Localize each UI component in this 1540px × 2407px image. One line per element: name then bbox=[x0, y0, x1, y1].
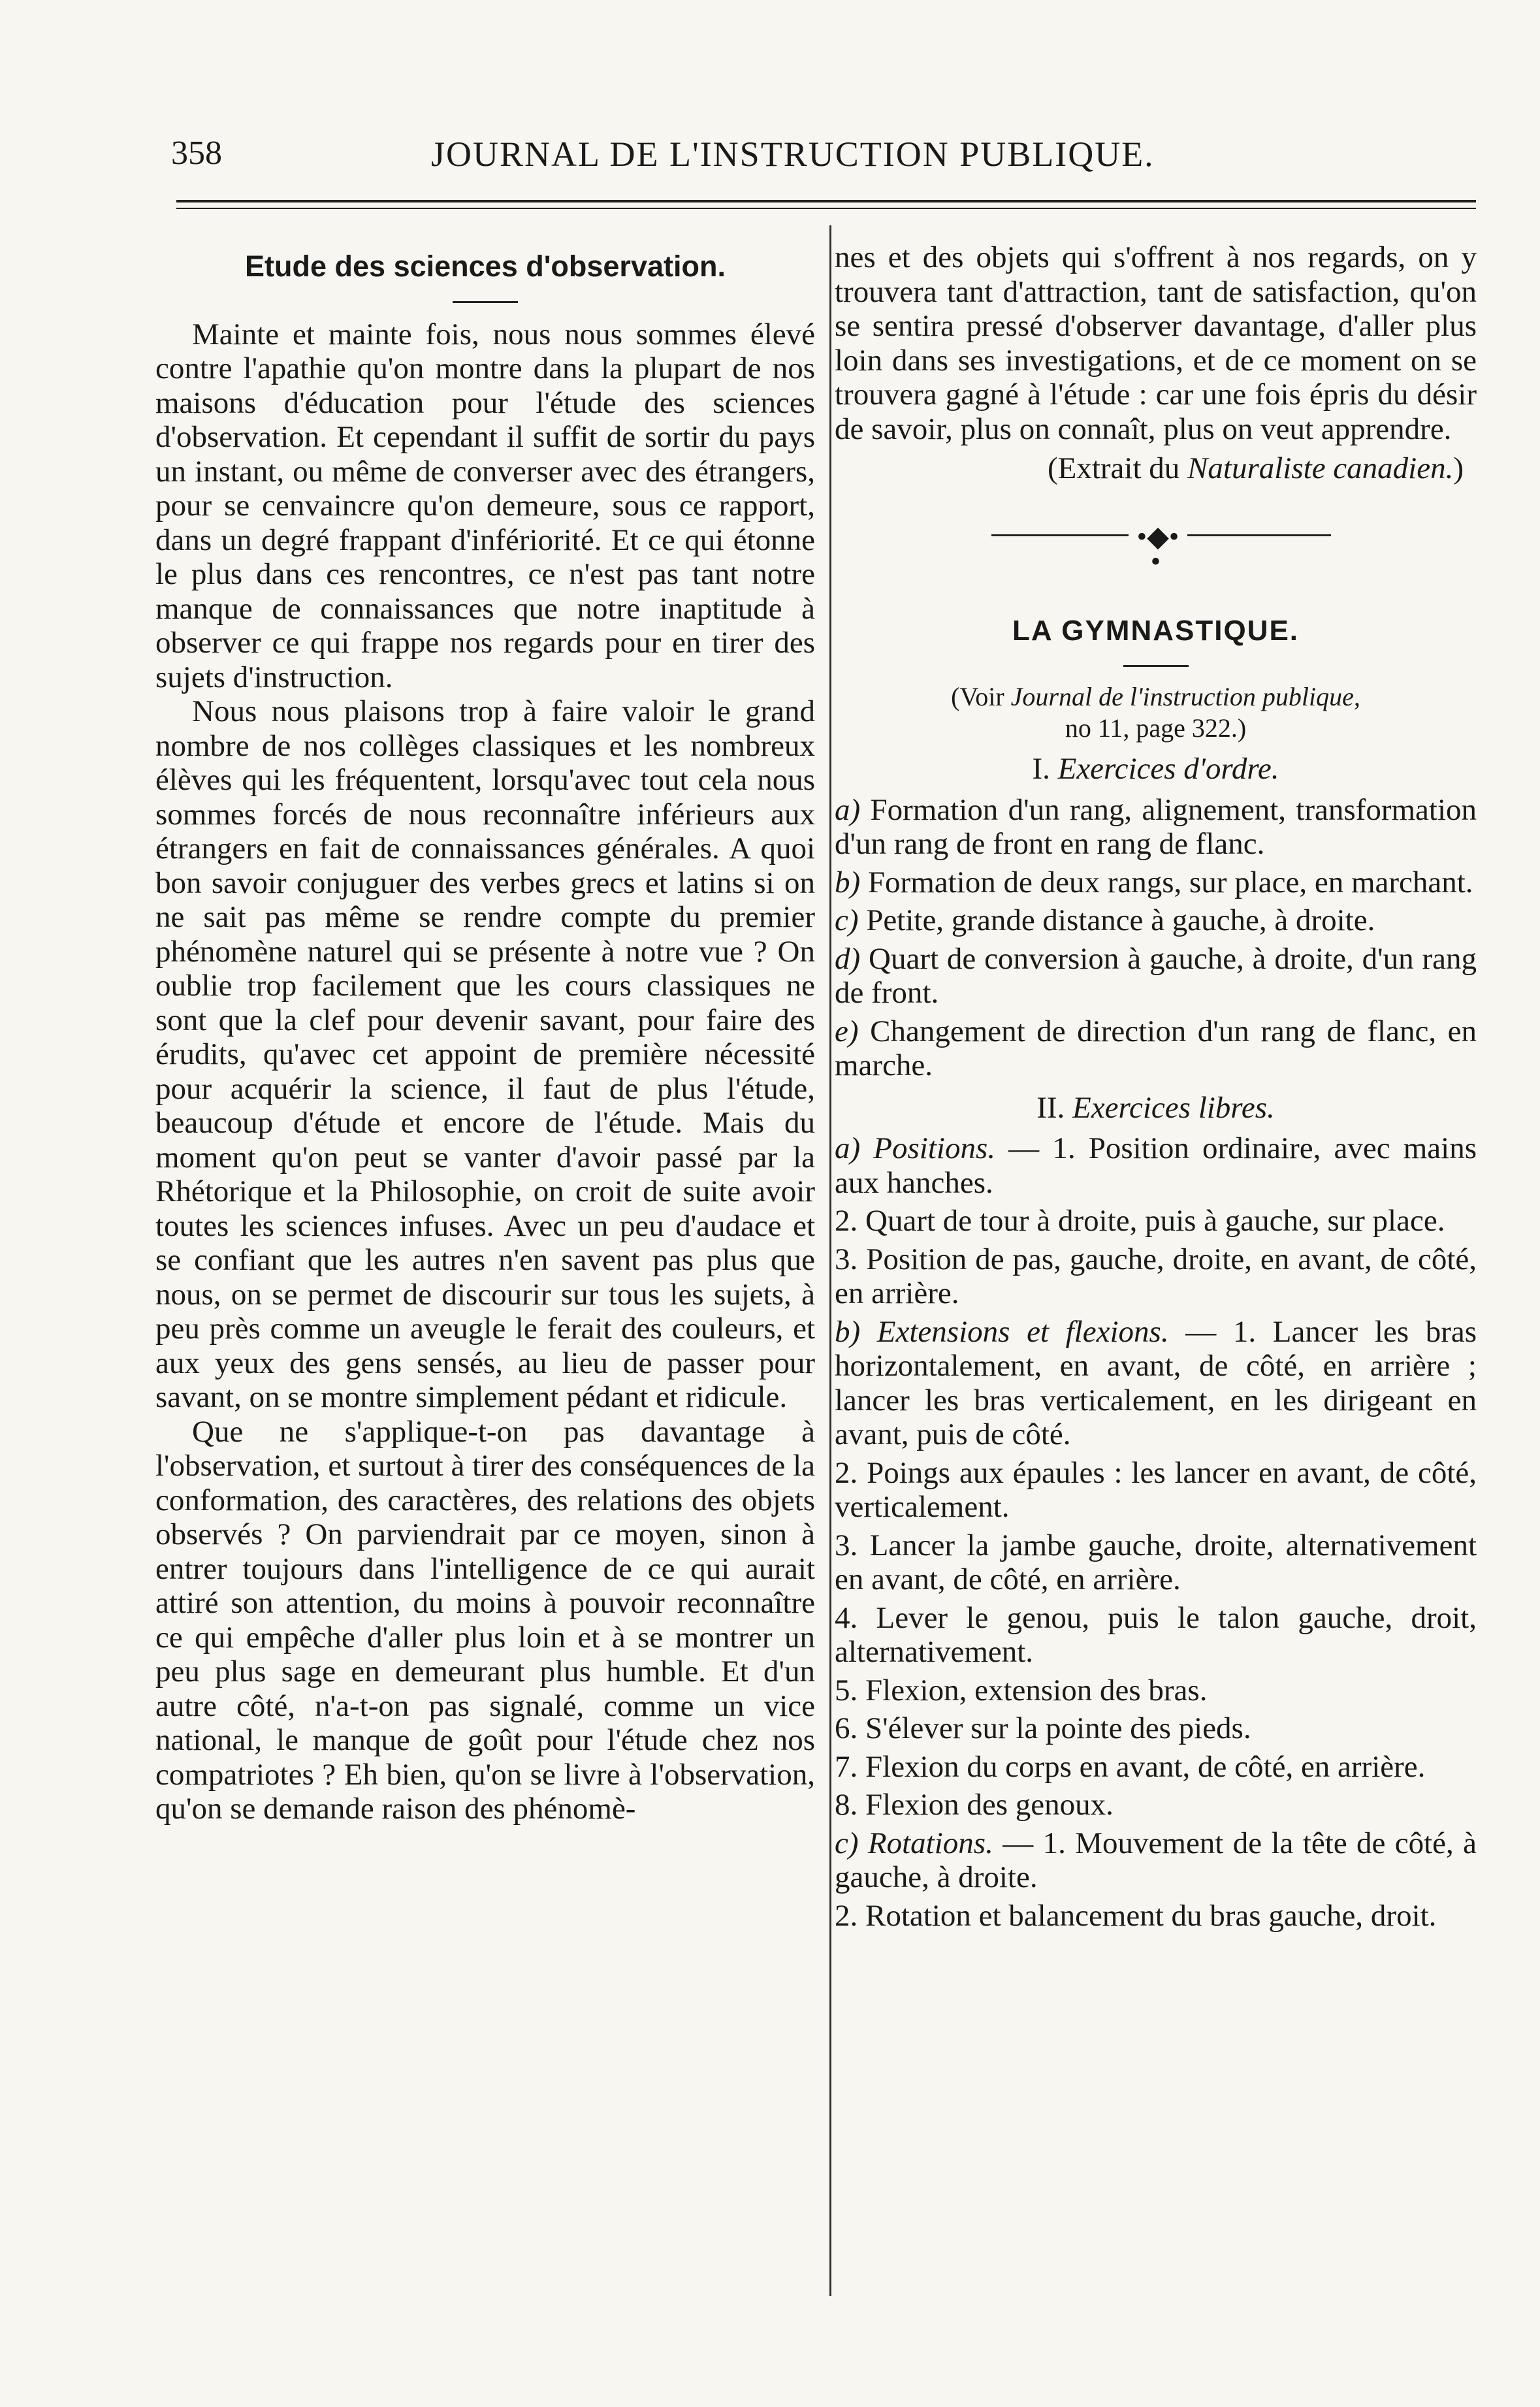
source-title: Naturaliste canadien. bbox=[1187, 451, 1454, 485]
paragraph: Nous nous plaisons trop à faire valoir le grand nombre de nos collèges classiques et les nombreux élèves qui les fréquentent, lorsqu'avec tout cela nous sommes forcés de nous reconnaître inférieurs aux étrangers en fait de connaissances générales. A quoi bon savoir conjuguer des verbes grecs et latins si on ne sait pas même se rendre compte du premier phénomène naturel qui se présente à notre vue ? On oublie trop facilement que les cours classiques ne sont que la clef pour devenir savant, pour faire des érudits, qu'avec cet appoint de première nécessité pour acquérir la science, il faut de plus l'étude, beaucoup d'étude et encore de l'étude. Mais du moment qu'on peut se vanter d'avoir passé par la Rhétorique et la Philosophie, on croit de suite avoir toutes les sciences infuses. Avec un peu d'audace et se confiant que les autres n'en savent pas plus que nous, on se permet de discourir sur tous les sujets, à peu près comme un aveugle le ferait des couleurs, et aux yeux des gens sensés, au lieu de passer pour savant, on se montre simplement pédant et ridicule. bbox=[155, 694, 815, 1414]
item-letter: d) bbox=[835, 941, 861, 976]
ornament-icon: •◆• bbox=[1136, 520, 1179, 553]
right-column bbox=[835, 240, 1477, 1937]
ornament-line-right bbox=[1187, 534, 1331, 536]
header-rule-thin bbox=[176, 208, 1476, 209]
item-letter: b) bbox=[835, 865, 861, 899]
paragraph: Mainte et mainte fois, nous nous sommes élevé contre l'apathie qu'on montre dans la plupart de nos maisons d'éducation pour l'étude des sciences d'observation. Et cependant il suffit de sortir du pays un instant, ou même de converser avec des étrangers, pour se cenvaincre qu'on demeure, sous ce rapport, dans un degré frappant d'infériorité. Et ce qui étonne le plus dans ces rencontres, ce n'est pas tant notre manque de connaissances que notre inaptitude à observer ce qui frappe nos regards pour en tirer des sujets d'instruction. bbox=[155, 317, 815, 694]
reference-title: Journal de l'instruction publique, bbox=[1010, 682, 1360, 711]
title-rule bbox=[1123, 665, 1189, 667]
list-item: 6. S'élever sur la pointe des pieds. bbox=[835, 1711, 1251, 1745]
subsection-label: c) Rotations. bbox=[835, 1826, 993, 1860]
item-text: Petite, grande distance à gauche, à droite. bbox=[866, 903, 1375, 937]
list-item: 2. Poings aux épaules : les lancer en avant, de côté, verticalement. bbox=[835, 1455, 1477, 1524]
list-item bbox=[835, 865, 1477, 900]
ornament-line-left bbox=[991, 534, 1129, 536]
list-item: 8. Flexion des genoux. bbox=[835, 1788, 1114, 1822]
item-text: Formation de deux rangs, sur place, en marchant. bbox=[867, 865, 1473, 899]
list-item: 7. Flexion du corps en avant, de côté, en arrière. bbox=[835, 1749, 1426, 1784]
paragraph-continuation: nes et des objets qui s'offrent à nos regards, on y trouvera tant d'attraction, tant de satisfaction, qu'on se sentira pressé d'observer davantage, d'aller plus loin dans ses investigations, et de ce moment on se trouvera gagné à l'étude : car une fois épris du désir de savoir, plus on connaît, plus on veut apprendre. bbox=[835, 240, 1477, 446]
item-text: Formation d'un rang, alignement, transformation d'un rang de front en rang de flanc. bbox=[835, 792, 1477, 861]
item-text: — 1. Position ordinaire, avec mains aux hanches. bbox=[835, 1131, 1477, 1200]
source-prefix: (Extrait du bbox=[1047, 451, 1188, 485]
section-number: II. bbox=[1036, 1090, 1065, 1125]
section-title: Exercices d'ordre. bbox=[1057, 752, 1279, 786]
ornament-divider bbox=[835, 520, 1477, 553]
list-item bbox=[835, 1826, 1477, 1895]
reference-prefix: (Voir bbox=[951, 682, 1011, 711]
item-text: — 1. Lancer les bras horizontalement, en avant, de côté, en arrière ; lancer les bras verticalement, en les dirigeant en avant, puis de côté. bbox=[835, 1314, 1477, 1451]
header-rule bbox=[176, 200, 1476, 202]
section-heading-2 bbox=[835, 1091, 1477, 1125]
section-heading-1 bbox=[835, 752, 1477, 786]
list-item bbox=[835, 903, 1477, 938]
section-number: I. bbox=[1032, 752, 1050, 786]
list-item: 2. Quart de tour à droite, puis à gauche, sur place. bbox=[835, 1204, 1445, 1238]
list-item: 3. Position de pas, gauche, droite, en avant, de côté, en arrière. bbox=[835, 1242, 1477, 1310]
item-text: Quart de conversion à gauche, à droite, d'un rang de front. bbox=[835, 941, 1477, 1010]
section-title: Exercices libres. bbox=[1072, 1090, 1275, 1125]
article-title-gymnastique: LA GYMNASTIQUE. bbox=[1012, 614, 1300, 647]
source-suffix: ) bbox=[1453, 451, 1464, 485]
subsection-label: a) Positions. bbox=[835, 1131, 996, 1165]
article-title: Etude des sciences d'observation. bbox=[245, 250, 726, 283]
subsection-label: b) Extensions et flexions. bbox=[835, 1314, 1169, 1349]
list-item bbox=[835, 1315, 1477, 1452]
column-divider bbox=[829, 225, 831, 2296]
list-item: 2. Rotation et balancement du bras gauche, droit. bbox=[835, 1898, 1437, 1933]
list-item bbox=[835, 1014, 1477, 1083]
ornament-dot-icon: • bbox=[1150, 545, 1161, 577]
item-letter: e) bbox=[835, 1014, 859, 1048]
item-text: Changement de direction d'un rang de flanc, en marche. bbox=[835, 1014, 1477, 1082]
item-text: — 1. Mouvement de la tête de côté, à gauche, à droite. bbox=[835, 1826, 1477, 1894]
list-item: 3. Lancer la jambe gauche, droite, alternativement en avant, de côté, en arrière. bbox=[835, 1528, 1477, 1596]
list-item: 5. Flexion, extension des bras. bbox=[835, 1673, 1208, 1707]
title-rule bbox=[453, 301, 518, 303]
list-item: 4. Lever le genou, puis le talon gauche, droit, alternativement. bbox=[835, 1600, 1477, 1669]
item-letter: c) bbox=[835, 903, 859, 937]
list-item bbox=[835, 1131, 1477, 1200]
source-citation bbox=[835, 451, 1477, 486]
paragraph: Que ne s'applique-t-on pas davantage à l'observation, et surtout à tirer des conséquences de la conformation, des caractères, des relations des objets observés ? On parviendrait par ce moyen, sinon à entrer toujours dans l'intelligence de ce qui aurait attiré son attention, du moins à pouvoir reconnaître ce qui empêche d'aller plus loin et à se montrer un peu plus sage en demeurant plus humble. Et d'un autre côté, n'a-t-on pas signalé, comme un vice national, le manque de goût pour l'étude chez nos compatriotes ? Eh bien, qu'on se livre à l'observation, qu'on se demande raison des phénomè- bbox=[155, 1414, 815, 1826]
item-letter: a) bbox=[835, 792, 861, 827]
left-column bbox=[155, 240, 815, 1826]
reference-note bbox=[835, 681, 1477, 713]
running-head: JOURNAL DE L'INSTRUCTION PUBLIQUE. bbox=[431, 135, 1155, 174]
reference-note-line2: no 11, page 322.) bbox=[1065, 713, 1247, 743]
list-item bbox=[835, 793, 1477, 862]
page-number: 358 bbox=[171, 135, 222, 172]
list-item bbox=[835, 942, 1477, 1010]
